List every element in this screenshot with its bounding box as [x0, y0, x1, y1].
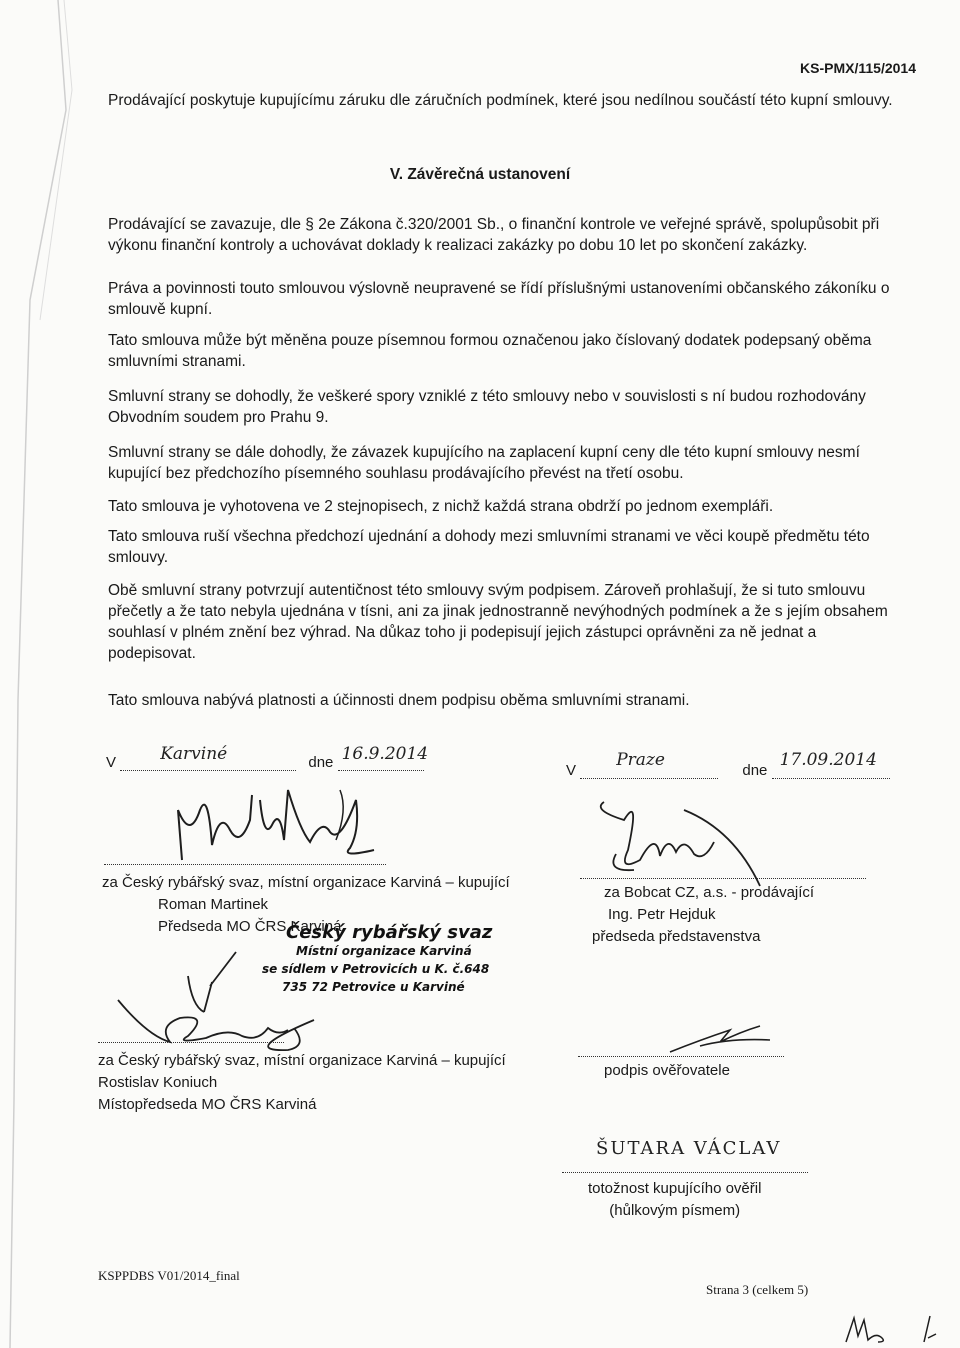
paragraph-copies: Tato smlouva je vyhotovena ve 2 stejnopisech, z nichž každá strana obdrží po jednom exempláři.: [108, 498, 774, 515]
buyer-check-line1: totožnost kupujícího ověřil: [588, 1180, 762, 1197]
buyer1-name: Roman Martinek: [158, 896, 269, 913]
stamp-line4: 735 72 Petrovice u Karviné: [282, 980, 465, 994]
paragraph-assignment: Smluvní strany se dále dohodly, že závazek kupujícího na zaplacení kupní ceny dle této kupní smlouvy nesmí kupující bez předchozího písemného souhlasu prodávajícího převést na třetí osobu.: [108, 444, 860, 482]
left-dne-label: dne: [308, 754, 334, 771]
section-title: V. Závěrečná ustanovení: [389, 166, 571, 183]
buyer-check-line: [562, 1156, 808, 1173]
seller-party: za Bobcat CZ, a.s. - prodávající: [604, 884, 815, 901]
buyer1-party: za Český rybářský svaz, místní organizace Karviná – kupující: [102, 874, 510, 891]
left-place-field: [120, 744, 296, 771]
paragraph-rights: Práva a povinnosti touto smlouvou výslovně neupravené se řídí příslušnými ustanoveními občanského zákoníku o smlouvě kupní.: [108, 280, 890, 318]
paragraph-disputes: Smluvní strany se dohodly, že veškeré spory vzniklé z této smlouvy nebo v souvislosti s ní budou rozhodovány Obvodním soudem pro Prahu 9.: [108, 388, 866, 426]
scan-edge-shadow: [0, 0, 80, 1348]
buyer2-party: za Český rybářský svaz, místní organizace Karviná – kupující: [98, 1052, 506, 1069]
seller-name: Ing. Petr Hejduk: [608, 906, 716, 923]
left-date-handwritten: 16.9.2014: [341, 744, 429, 764]
paragraph-validity: Tato smlouva nabývá platnosti a účinnosti dnem podpisu oběma smluvními stranami.: [108, 692, 690, 709]
stamp-line2: Místní organizace Karviná: [296, 944, 472, 958]
right-dne-label: dne: [742, 762, 768, 779]
document-reference: KS-PMX/115/2014: [800, 60, 916, 76]
buyer1-signature-line: [104, 848, 386, 865]
right-place-prefix: V: [566, 762, 577, 779]
right-date-field: [772, 750, 890, 779]
verifier-label: podpis ověřovatele: [604, 1062, 730, 1079]
buyer2-name: Rostislav Koniuch: [98, 1074, 218, 1091]
seller-role: předseda představenstva: [592, 928, 761, 945]
right-place-handwritten: Praze: [616, 750, 665, 770]
buyer1-role: Předseda MO ČRS Karviná: [158, 918, 342, 935]
left-place-prefix: V: [106, 754, 117, 771]
left-place-handwritten: Karviné: [160, 744, 228, 764]
left-date-field: [338, 744, 429, 771]
seller-signature-line: [580, 862, 866, 879]
page-initials: [842, 1312, 942, 1346]
seller-block: [592, 882, 815, 948]
stamp-line3: se sídlem v Petrovicích u K. č.648: [262, 962, 490, 976]
right-date-handwritten: 17.09.2014: [779, 750, 877, 770]
paragraph-authenticity: Obě smluvní strany potvrzují autentičnost této smlouvy svým podpisem. Zároveň prohlašují, že si tuto smlouvu přečetly a že tato nebyla ujednána v tísni, ani za jinak jednostranně nevýhodných podmínek a že s jejím obsahem souhlasí v plném znění bez výhrad. Na důkaz toho ji podepisují jejich zástupci oprávněni za ně jednat a podepisovat.: [108, 582, 888, 662]
paragraph-amendments: Tato smlouva může být měněna pouze písemnou formou označenou jako číslovaný dodatek podepsaný oběma smluvními stranami.: [108, 332, 872, 370]
stamp-line1: Český rybářský svaz: [286, 922, 493, 943]
paragraph-financial-control: Prodávající se zavazuje, dle § 2e Zákona č.320/2001 Sb., o finanční kontrole ve veřejné správě, spolupůsobit při výkonu finanční kontroly a uchovávat doklady k realizaci zakázky po dobu 10 let po skončení zakázky.: [108, 216, 880, 254]
footer-template-id: KSPPDBS V01/2014_final: [98, 1268, 240, 1283]
right-place-date: [566, 750, 890, 779]
left-place-date: [106, 744, 429, 771]
buyer2-signature-line: [98, 1026, 284, 1043]
buyer-check-line2: (hůlkovým písmem): [609, 1202, 741, 1219]
warranty-paragraph: Prodávající poskytuje kupujícímu záruku dle záručních podmínek, které jsou nedílnou součástí této kupní smlouvy.: [108, 92, 893, 109]
right-place-field: [580, 750, 718, 779]
paragraph-supersedes: Tato smlouva ruší všechna předchozí ujednání a dohody mezi smluvními stranami ve věci koupě předmětu této smlouvy.: [108, 528, 870, 566]
buyer2-block: [98, 1050, 506, 1116]
buyer-check-block: [588, 1178, 761, 1222]
buyer2-role: Místopředseda MO ČRS Karviná: [98, 1096, 317, 1113]
buyer-check-name: ŠUTARA VÁCLAV: [596, 1138, 782, 1159]
verifier-signature-line: [578, 1040, 784, 1057]
footer-page-number: Strana 3 (celkem 5): [706, 1282, 809, 1297]
